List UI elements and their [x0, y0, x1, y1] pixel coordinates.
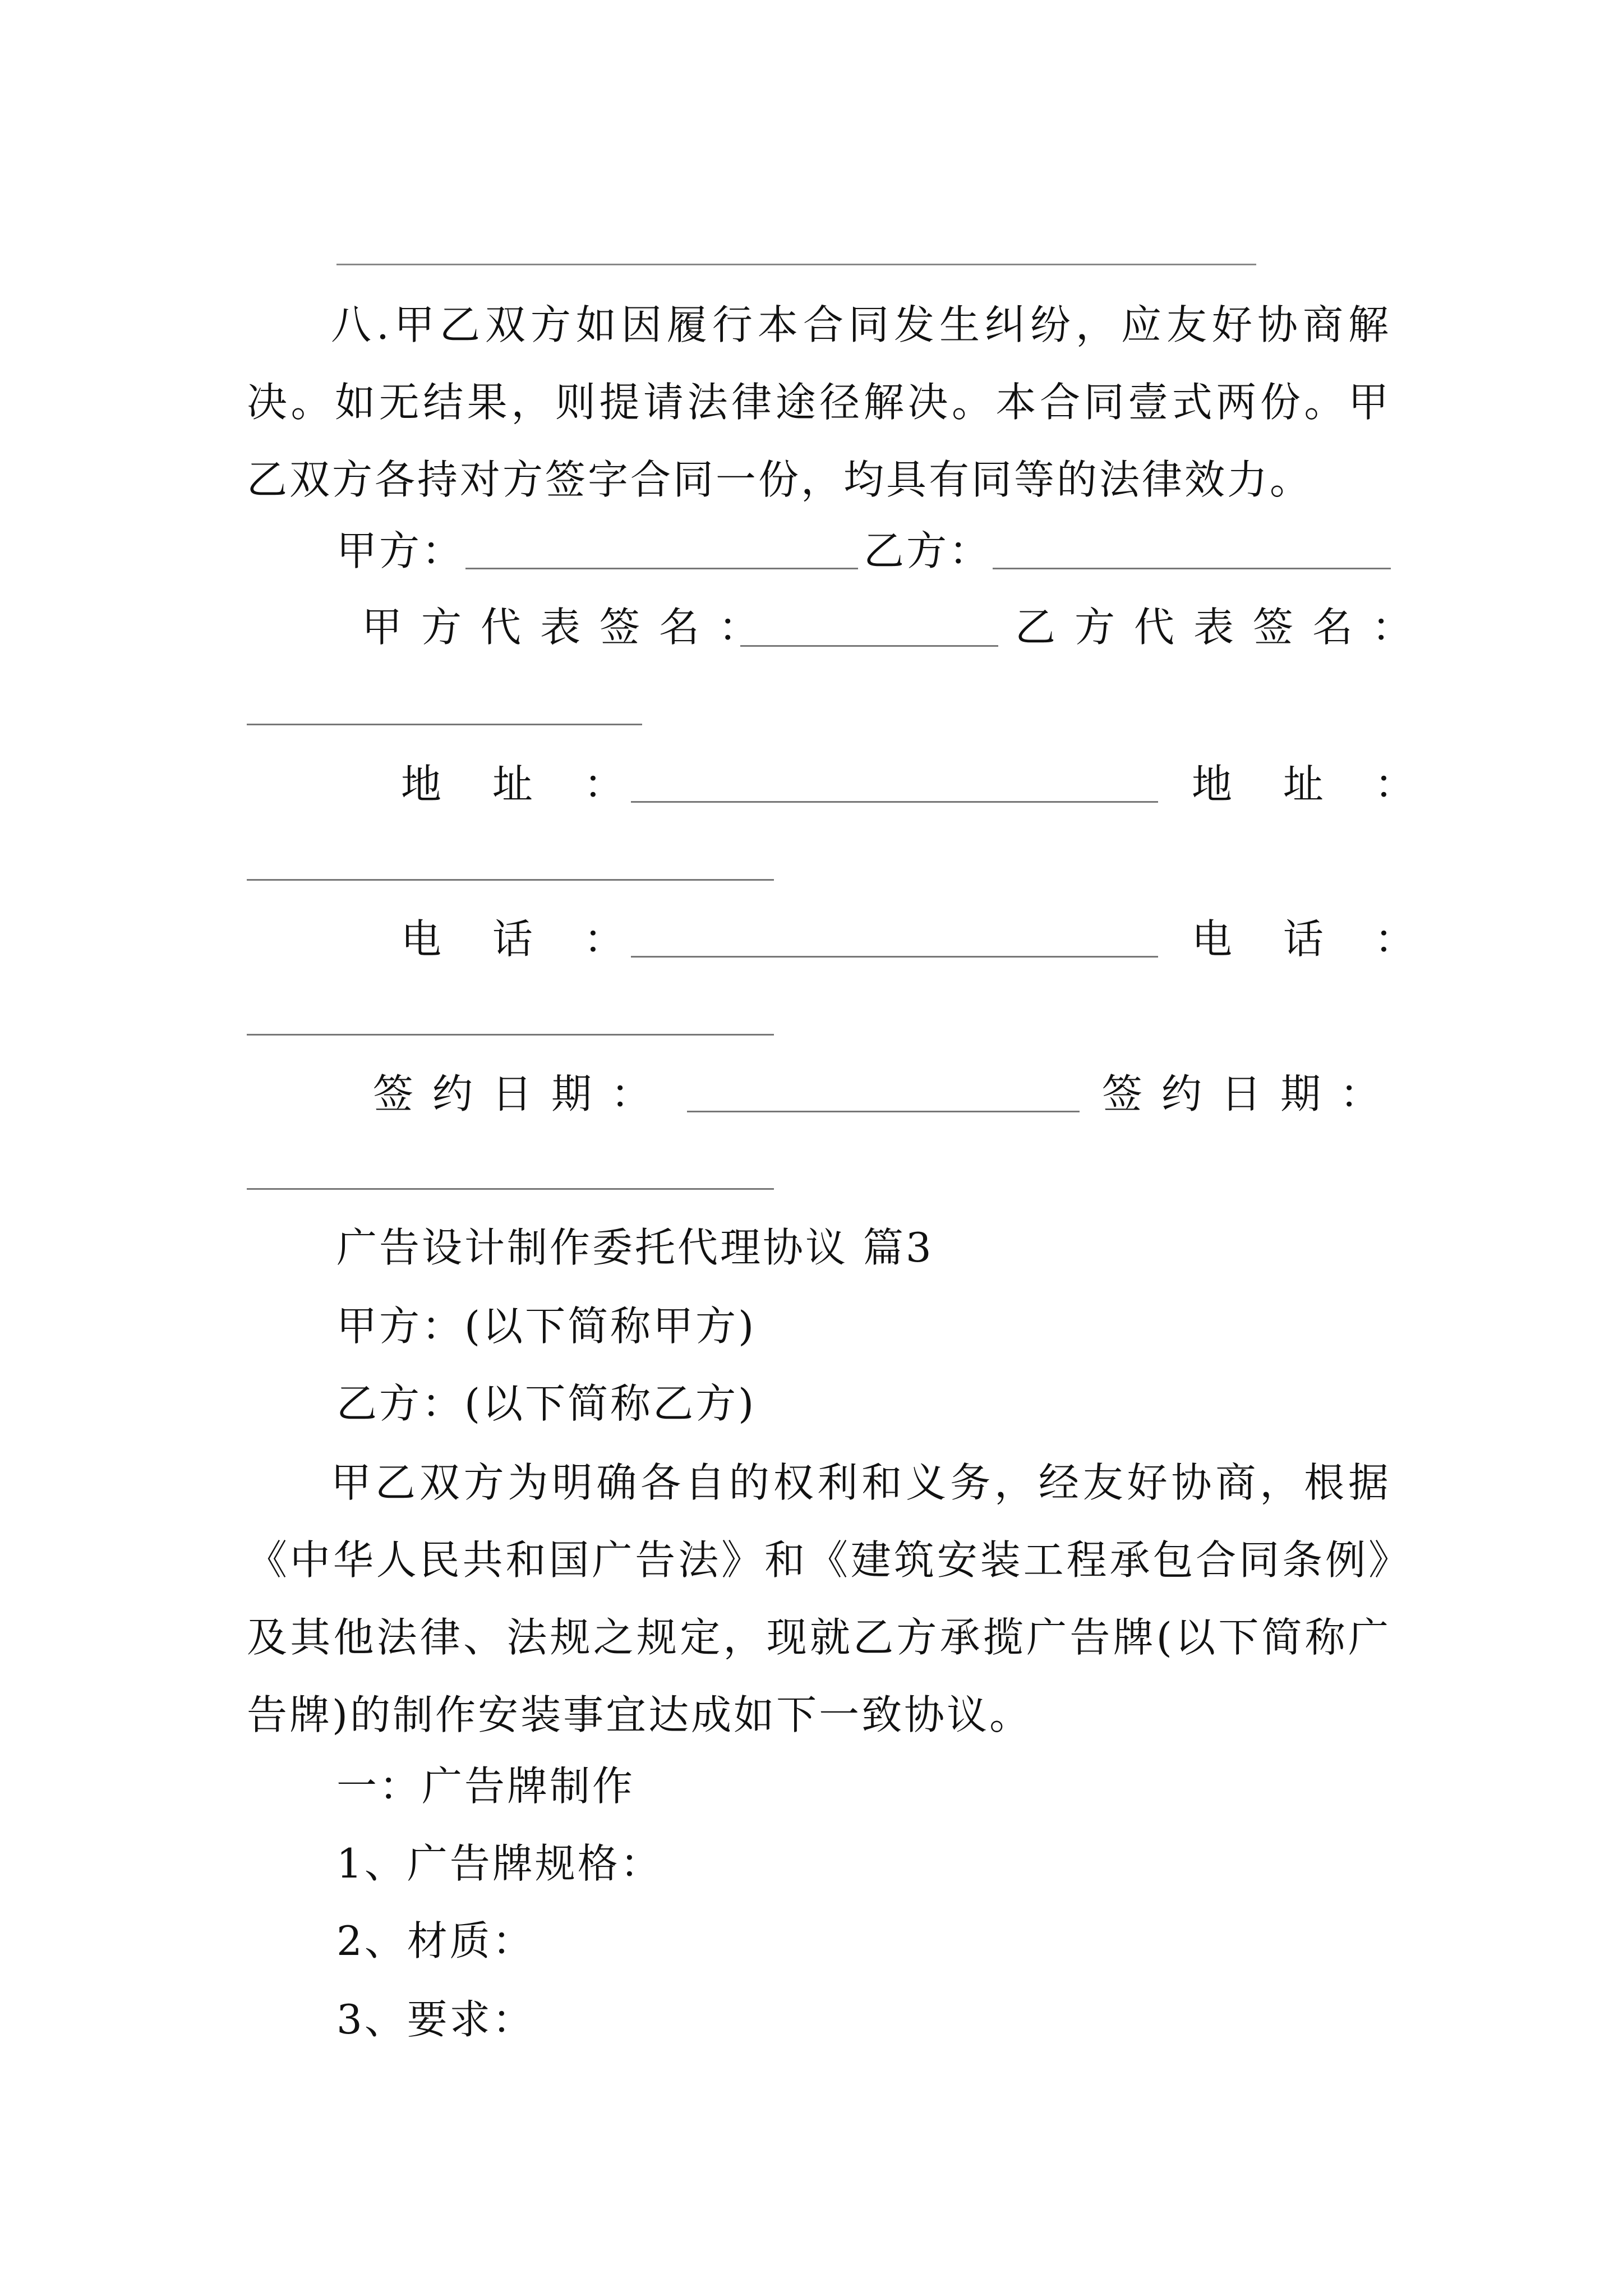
address-a-blank [631, 801, 1158, 803]
top-divider [336, 264, 1256, 265]
agreement-3-party-a: 甲方：(以下简称甲方) [336, 1303, 757, 1350]
date-b-label: 签约日期： [1102, 1070, 1400, 1117]
section-1-heading: 一：广告牌制作 [336, 1763, 635, 1810]
date-a-label: 签约日期： [373, 1070, 671, 1117]
phone-a-blank [631, 956, 1158, 958]
section-8-paragraph: 八.甲乙双方如因履行本合同发生纠纷，应友好协商解决。如无结果，则提请法律途径解决。本合同壹式两份。甲乙双方各持对方签字合同一份，均具有同等的法律效力。 [247, 301, 1391, 503]
date-b-blank [247, 1188, 774, 1190]
item-1-spec: 1、广告牌规格： [336, 1840, 663, 1887]
address-a-label: 地 址 ： [401, 761, 643, 808]
phone-b-blank [247, 1034, 774, 1036]
party-b-blank [993, 568, 1391, 569]
address-b-blank [247, 879, 774, 881]
agreement-3-preamble: 甲乙双方为明确各自的权利和义务，经友好协商，根据《中华人民共和国广告法》和《建筑安装工程承包合同条例》及其他法律、法规之规定，现就乙方承揽广告牌(以下简称广告牌)的制作安装事宜达成如下一致协议。 [247, 1459, 1391, 1738]
date-a-blank [687, 1111, 1080, 1112]
rep-a-blank [740, 645, 998, 647]
rep-b-blank [247, 724, 642, 725]
item-3-requirements: 3、要求： [336, 1996, 535, 2043]
party-b-label: 乙方： [864, 527, 992, 574]
rep-b-label: 乙方代表签名： [1015, 604, 1432, 651]
rep-a-label: 甲方代表签名： [362, 604, 778, 651]
party-a-label: 甲方： [336, 527, 465, 574]
agreement-3-title: 广告设计制作委托代理协议 篇3 [336, 1224, 934, 1271]
party-a-blank [465, 568, 858, 569]
phone-b-label: 电 话 ： [1192, 915, 1434, 963]
agreement-3-party-b: 乙方：(以下简称乙方) [336, 1380, 757, 1427]
phone-a-label: 电 话 ： [401, 915, 643, 963]
address-b-label: 地 址 ： [1192, 761, 1434, 808]
item-2-material: 2、材质： [336, 1917, 535, 1964]
